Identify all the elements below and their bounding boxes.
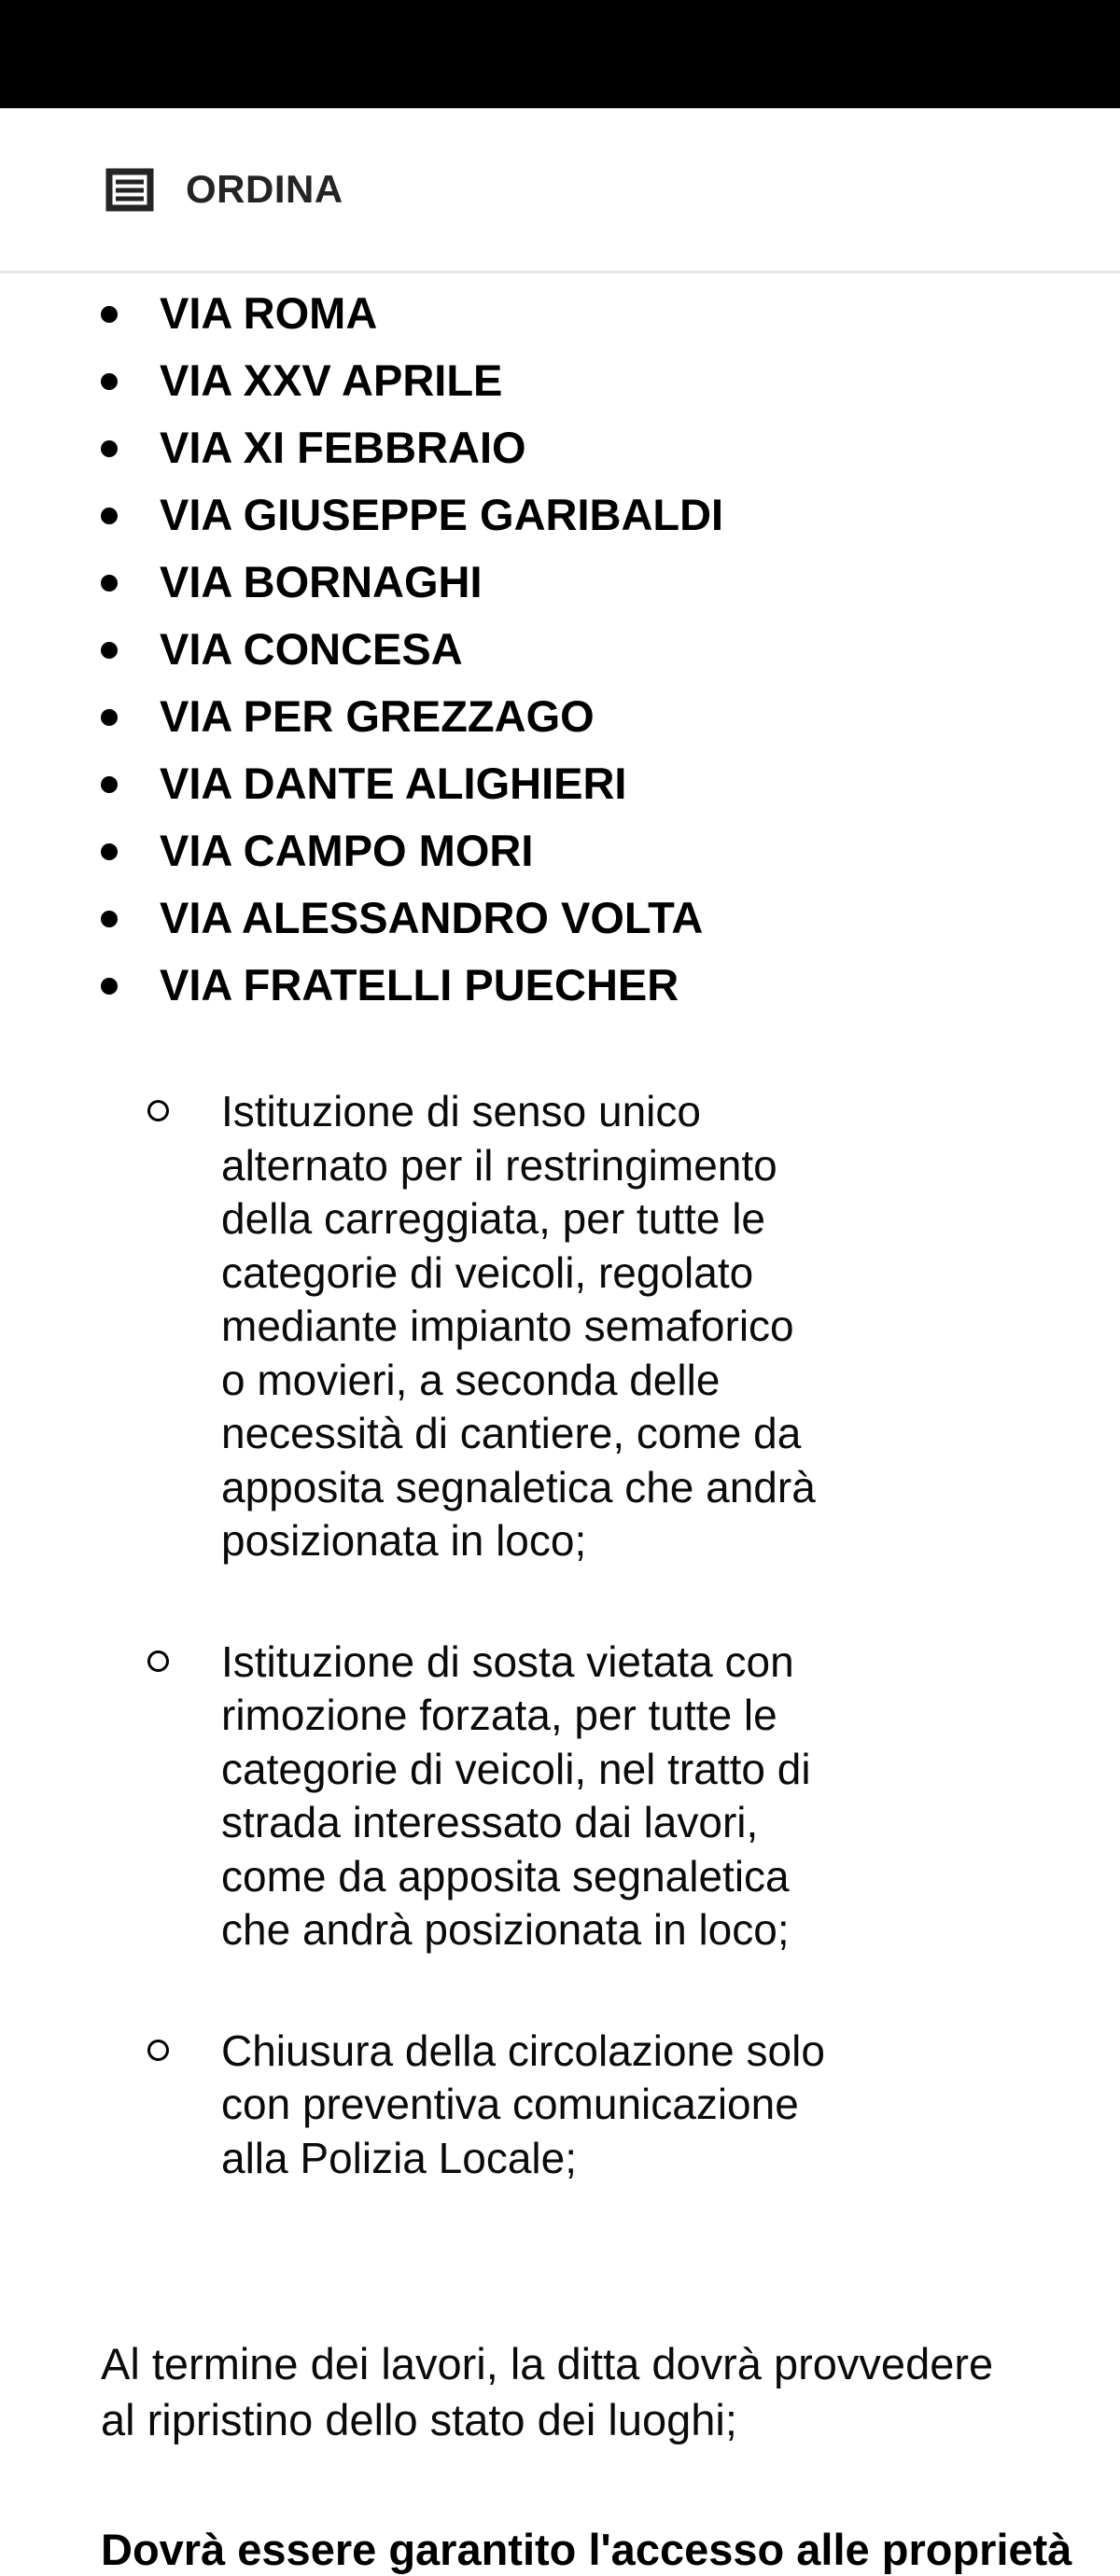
provision-text	[221, 1636, 1120, 1957]
bullet-dot-icon	[101, 440, 118, 457]
circle-bullet-icon	[147, 1100, 169, 1121]
street-list-item	[0, 615, 1120, 682]
text-line: con preventiva comunicazione	[221, 2080, 799, 2128]
street-name: VIA DANTE ALIGHIERI	[160, 758, 627, 808]
street-list-item	[0, 816, 1120, 884]
provision-list	[0, 1085, 1120, 2185]
street-list-item	[0, 884, 1120, 951]
text-line: o movieri, a seconda delle	[221, 1355, 721, 1404]
street-list	[0, 279, 1120, 1018]
page-title: ORDINA	[186, 167, 343, 211]
provision-item	[0, 1636, 1120, 1957]
text-line: posizionata in loco;	[221, 1516, 587, 1565]
text-line: che andrà posizionata in loco;	[221, 1905, 790, 1954]
text-line: al ripristino dello stato dei luoghi;	[101, 2395, 737, 2444]
text-line: della carreggiata, per tutte le	[221, 1194, 766, 1243]
bullet-dot-icon	[101, 776, 118, 793]
bullet-dot-icon	[101, 843, 118, 860]
text-line: necessità di cantiere, come da	[221, 1409, 802, 1457]
text-line: categorie di veicoli, nel tratto di	[221, 1744, 811, 1793]
street-name: VIA GIUSEPPE GARIBALDI	[160, 489, 724, 539]
circle-bullet-icon	[147, 2040, 169, 2061]
text-line: come da apposita segnaletica	[221, 1851, 790, 1901]
circle-bullet-icon	[147, 1650, 169, 1672]
bullet-dot-icon	[101, 911, 118, 927]
bullet-dot-icon	[101, 978, 118, 995]
text-line: apposita segnaletica che andrà	[221, 1462, 816, 1511]
street-list-item	[0, 951, 1120, 1018]
bullet-dot-icon	[101, 508, 118, 524]
bullet-dot-icon	[101, 642, 118, 659]
street-list-item	[0, 346, 1120, 413]
text-line: Istituzione di senso unico	[221, 1087, 701, 1135]
truncated-bottom-line: Dovrà essere garantito l'accesso alle proprietà	[101, 2525, 1072, 2574]
street-list-item	[0, 682, 1120, 749]
text-line: categorie di veicoli, regolato	[221, 1247, 754, 1297]
bullet-dot-icon	[101, 306, 118, 323]
text-line: Istituzione di sosta vietata con	[221, 1636, 794, 1686]
street-list-item	[0, 548, 1120, 615]
text-line: mediante impianto semaforico	[221, 1302, 794, 1350]
text-line: Al termine dei lavori, la ditta dovrà provvedere	[101, 2339, 994, 2388]
street-name: VIA CAMPO MORI	[160, 825, 534, 875]
bullet-dot-icon	[101, 575, 118, 592]
street-name: VIA XI FEBBRAIO	[160, 422, 526, 472]
text-line: rimozione forzata, per tutte le	[221, 1691, 777, 1739]
street-name: VIA PER GREZZAGO	[160, 690, 595, 741]
provision-text	[221, 2025, 1120, 2186]
street-name: VIA FRATELLI PUECHER	[160, 959, 679, 1010]
document-header	[0, 108, 1120, 273]
street-list-item	[0, 413, 1120, 480]
provision-item	[0, 1085, 1120, 1568]
street-list-item	[0, 480, 1120, 548]
text-line: Chiusura della circolazione solo	[221, 2026, 825, 2075]
street-name: VIA CONCESA	[160, 623, 463, 674]
bullet-dot-icon	[101, 373, 118, 390]
street-list-item	[0, 279, 1120, 346]
text-line: alla Polizia Locale;	[221, 2133, 578, 2182]
status-bar	[0, 0, 1120, 108]
provision-item	[0, 2025, 1120, 2186]
closing-paragraph	[0, 2336, 1120, 2448]
bullet-dot-icon	[101, 709, 118, 726]
document-list-icon	[105, 168, 154, 212]
text-line: strada interessato dai lavori,	[221, 1798, 759, 1846]
street-list-item	[0, 749, 1120, 816]
street-name: VIA BORNAGHI	[160, 556, 483, 606]
text-line: alternato per il restringimento	[221, 1140, 777, 1190]
document-content[interactable]	[0, 273, 1120, 2576]
street-name: VIA ALESSANDRO VOLTA	[160, 892, 704, 942]
street-name: VIA ROMA	[160, 287, 378, 338]
provision-text	[221, 1085, 1120, 1568]
street-name: VIA XXV APRILE	[160, 355, 503, 405]
